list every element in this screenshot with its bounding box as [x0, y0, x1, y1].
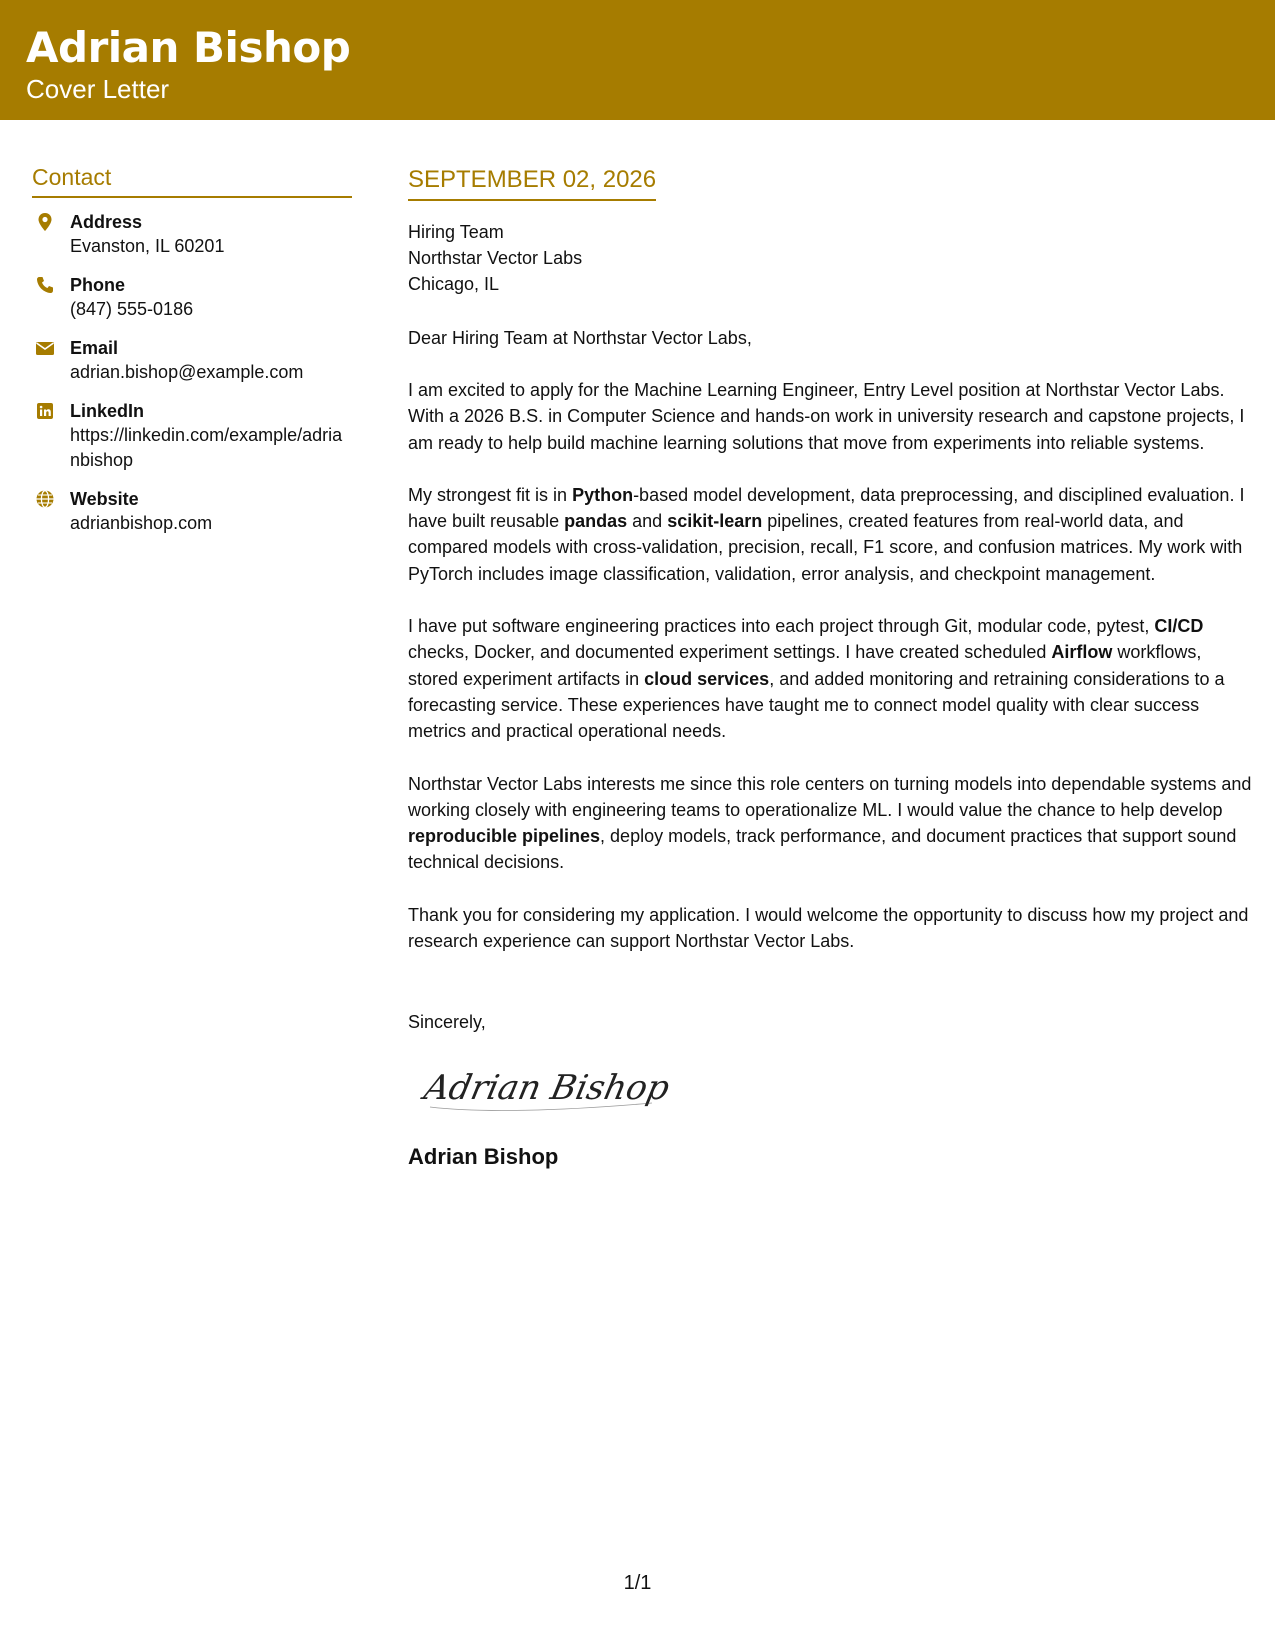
salutation: Dear Hiring Team at Northstar Vector Labs,	[408, 328, 752, 348]
emphasized-text: pandas	[564, 511, 628, 532]
applicant-name: Adrian Bishop	[26, 23, 351, 72]
paragraph-text: My strongest fit is in	[408, 484, 573, 505]
paragraph-text: I have put software engineering practices into each project through Git, modular code, pytest,	[408, 616, 1155, 637]
body-paragraph	[408, 377, 1253, 456]
emphasized-text: CI/CD	[1154, 616, 1204, 637]
closing: Sincerely,	[408, 1012, 486, 1033]
paragraph-text: -based model development, data preprocessing, and disciplined evaluation. I have built reusable	[408, 484, 1245, 532]
body-paragraph	[408, 613, 1253, 744]
contact-list	[32, 210, 352, 536]
contact-sidebar	[32, 162, 352, 550]
recipient-line: Northstar Vector Labs	[408, 248, 583, 268]
body-paragraph	[408, 902, 1253, 955]
contact-label: LinkedIn	[70, 401, 145, 421]
body-paragraph	[408, 771, 1253, 876]
contact-address	[32, 210, 352, 259]
paragraph-text: Northstar Vector Labs interests me since this role centers on turning models into dependable systems and working closely with engineering teams to operationalize ML. I would value the chance to help develop	[408, 773, 1252, 820]
map-pin-icon	[35, 212, 55, 232]
paragraph-text: , and added monitoring and retraining considerations to a forecasting service. These experiences have taught me to connect model quality with clear success metrics and practical operational needs.	[408, 668, 1225, 742]
letter-body	[408, 165, 1253, 1172]
paragraph-text: workflows, stored experiment artifacts in	[408, 642, 1202, 689]
contact-value: https://linkedin.com/example/adrianbishop	[70, 425, 343, 470]
emphasized-text: Python	[572, 484, 634, 505]
emphasized-text: Airflow	[1051, 642, 1113, 663]
contact-phone	[32, 273, 352, 322]
page-header	[0, 0, 1275, 120]
letter-date: SEPTEMBER 02, 2026	[408, 165, 656, 201]
globe-icon	[35, 489, 55, 509]
recipient-line: Chicago, IL	[408, 274, 500, 294]
paragraph-text: checks, Docker, and documented experiment settings. I have created scheduled	[408, 642, 1052, 663]
contact-section-title: Contact	[32, 162, 352, 198]
contact-linkedin	[32, 399, 352, 473]
envelope-icon	[35, 338, 55, 358]
linkedin-icon	[35, 401, 55, 421]
body-paragraph	[408, 482, 1253, 587]
signed-name: Adrian Bishop	[408, 1144, 559, 1170]
paragraph-text: pipelines, created features from real-world data, and compared models with cross-validation, precision, recall, F1 score, and confusion matrices. My work with PyTorch includes image classification, validation, error analysis, and checkpoint management.	[408, 511, 1243, 584]
contact-website	[32, 487, 352, 536]
document-subtitle: Cover Letter	[26, 74, 170, 104]
paragraph-text: Thank you for considering my application. I would welcome the opportunity to discuss how my project and research experience can support Northstar Vector Labs.	[408, 904, 1249, 952]
contact-label: Website	[70, 489, 139, 509]
contact-value: adrianbishop.com	[70, 513, 213, 533]
contact-label: Email	[70, 338, 119, 358]
page-number: 1/1	[623, 1572, 652, 1594]
contact-value: adrian.bishop@example.com	[70, 362, 304, 382]
recipient-block	[408, 219, 1253, 297]
contact-label: Phone	[70, 275, 126, 295]
contact-label: Address	[70, 212, 143, 232]
paragraph-text: I am excited to apply for the Machine Learning Engineer, Entry Level position at Northstar Vector Labs. With a 2026 B.S. in Computer Science and hands-on work in university research and capstone projects, I am ready to help build machine learning solutions that move from experiments into reliable systems.	[408, 380, 1245, 453]
emphasized-text: cloud services	[644, 668, 770, 689]
paragraph-text: and	[627, 511, 668, 532]
recipient-line: Hiring Team	[408, 222, 504, 242]
emphasized-text: scikit-learn	[667, 511, 763, 532]
emphasized-text: reproducible pipelines	[408, 826, 601, 847]
signature-text: Adrian Bishop	[420, 1068, 670, 1109]
signature-image	[420, 1055, 670, 1125]
contact-value: Evanston, IL 60201	[70, 236, 225, 256]
contact-value: (847) 555-0186	[70, 299, 194, 319]
phone-icon	[35, 275, 55, 295]
contact-email	[32, 336, 352, 385]
paragraph-text: , deploy models, track performance, and document practices that support sound technical decisions.	[408, 826, 1237, 873]
